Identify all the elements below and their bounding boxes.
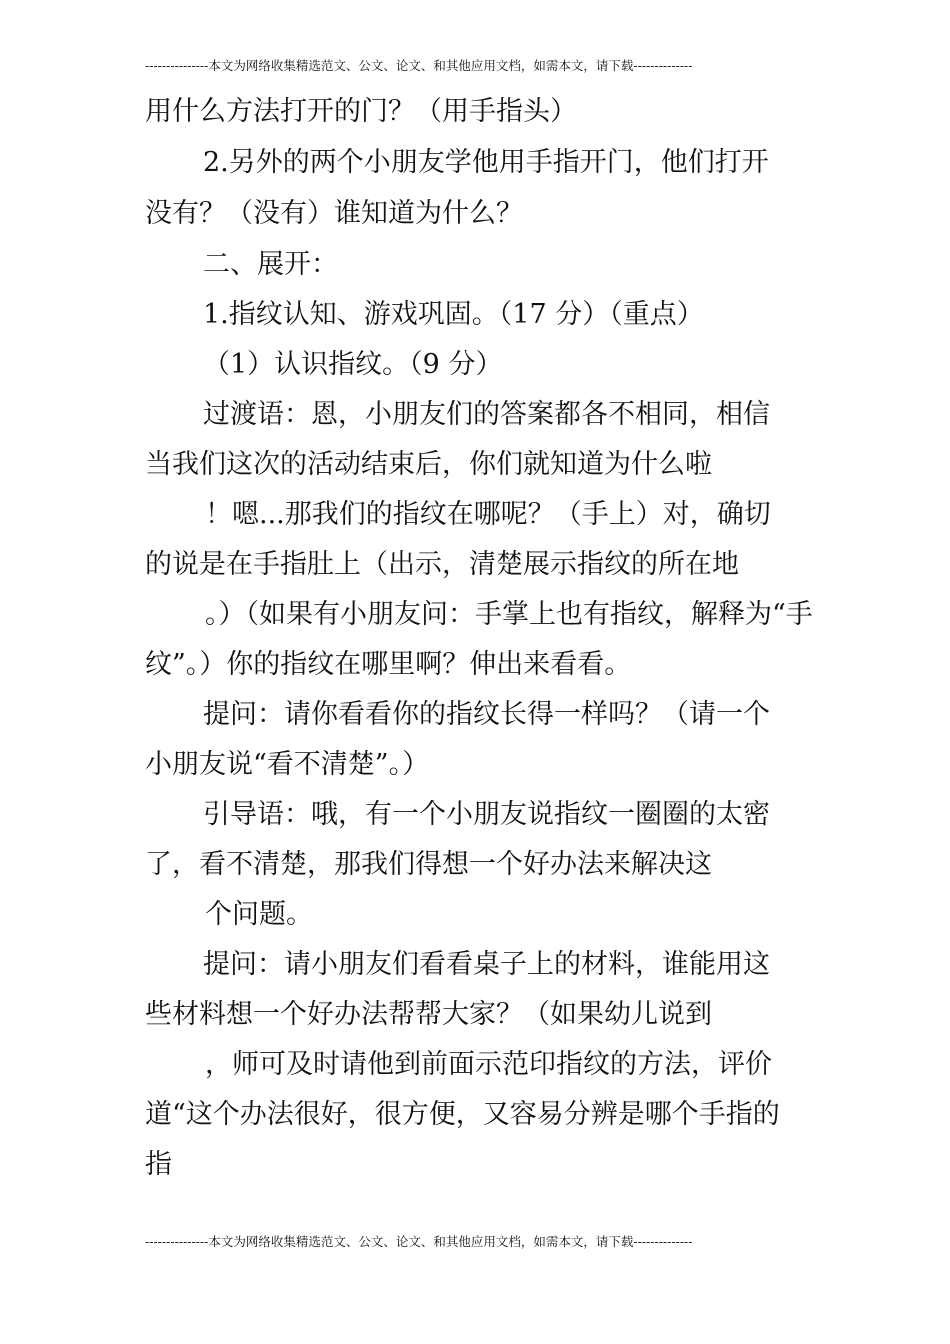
body-line: 提问：请小朋友们看看桌子上的材料，谁能用这 xyxy=(203,949,770,980)
body-line: 的说是在手指肚上（出示，清楚展示指纹的所在地 xyxy=(145,549,739,580)
section-heading: 二、展开： xyxy=(203,249,338,280)
body-line: 纹”。）你的指纹在哪里啊？伸出来看看。 xyxy=(145,649,632,680)
body-line: 了，看不清楚，那我们得想一个好办法来解决这 xyxy=(145,849,712,880)
body-line: 小朋友说“看不清楚”。） xyxy=(145,749,430,780)
body-line: 些材料想一个好办法帮帮大家？（如果幼儿说到 xyxy=(145,999,712,1030)
body-line: 道“这个办法很好，很方便，又容易分辨是哪个手指的 xyxy=(145,1099,780,1130)
body-line: ，师可及时请他到前面示范印指纹的方法，评价 xyxy=(205,1049,772,1080)
body-line: 个问题。 xyxy=(205,899,313,930)
body-line: 当我们这次的活动结束后，你们就知道为什么啦 xyxy=(145,449,712,480)
body-line: ！嗯...那我们的指纹在哪呢？（手上）对，确切 xyxy=(205,499,771,530)
body-line: 过渡语：恩，小朋友们的答案都各不相同，相信 xyxy=(203,399,770,430)
body-line: 用什么方法打开的门？（用手指头） xyxy=(145,96,577,127)
page-footer: ---------------本文为网络收集精选范文、公文、论文、和其他应用文档，如需本文，请下载-------------- xyxy=(145,1234,693,1249)
body-line: 提问：请你看看你的指纹长得一样吗？（请一个 xyxy=(203,699,770,730)
body-line: 引导语：哦，有一个小朋友说指纹一圈圈的太密 xyxy=(203,799,770,830)
body-line: 没有？（没有）谁知道为什么？ xyxy=(145,198,523,229)
body-line: 指 xyxy=(145,1149,172,1180)
subsection-heading: 1.指纹认知、游戏巩固。（17 分）（重点） xyxy=(203,299,704,330)
body-line: 。）（如果有小朋友问：手掌上也有指纹，解释为“手 xyxy=(205,599,813,630)
body-line: 2.另外的两个小朋友学他用手指开门，他们打开 xyxy=(203,147,769,178)
page-header: ---------------本文为网络收集精选范文、公文、论文、和其他应用文档，如需本文，请下载-------------- xyxy=(145,58,693,73)
subsection-heading: （1）认识指纹。（9 分） xyxy=(203,349,503,380)
